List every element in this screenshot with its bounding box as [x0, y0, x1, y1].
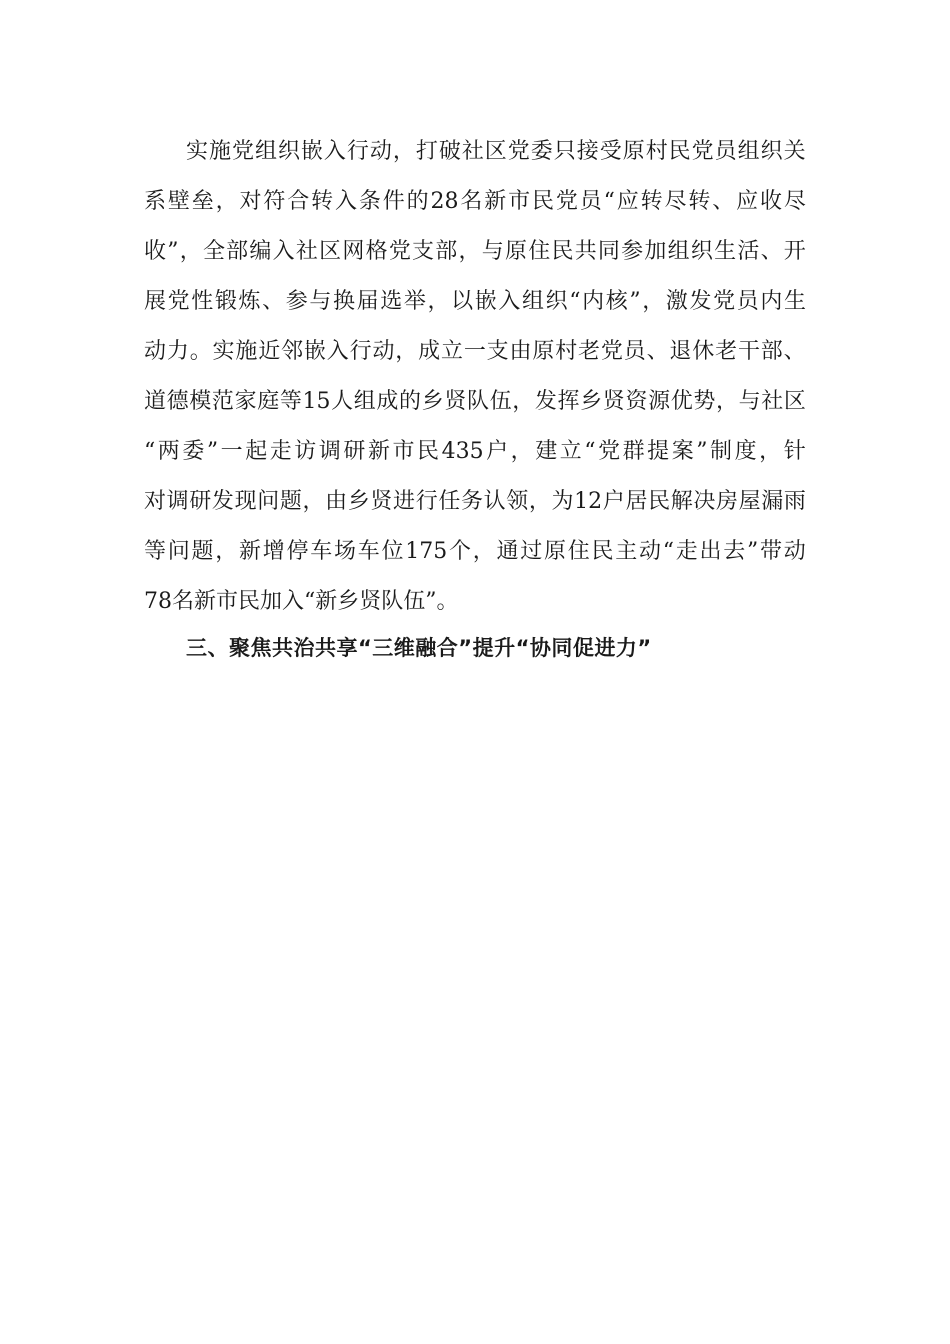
body-paragraph	[144, 127, 806, 627]
paragraph-line: 道 德 模 范 家 庭 等 15 人 组 成 的 乡 贤 队 伍 ， 发 挥 乡 贤 资 源 优 势 ， 与 社 区	[144, 389, 806, 414]
paragraph-line: 78名新市民加入“新乡贤队伍”。	[144, 589, 459, 614]
paragraph-line: 实 施 党 组 织 嵌 入 行 动 ， 打 破 社 区 党 委 只 接 受 原 村 民 党 员 组 织 关	[186, 139, 806, 164]
paragraph-line: 系 壁 垒 ， 对 符 合 转 入 条 件 的 28 名 新 市 民 党 员 “ 应 转 尽 转 、 应 收 尽	[144, 189, 806, 214]
section-heading: 三、聚焦共治共享“三维融合”提升“协同促进力”	[186, 636, 652, 660]
paragraph-line: 对 调 研 发 现 问 题 ， 由 乡 贤 进 行 任 务 认 领 ， 为 12 户 居 民 解 决 房 屋 漏 雨	[144, 489, 806, 514]
paragraph-line: “ 两 委 ” 一 起 走 访 调 研 新 市 民 435 户 ， 建 立 “ 党 群 提 案 ” 制 度 ， 针	[144, 439, 806, 464]
paragraph-line: 等 问 题 ， 新 增 停 车 场 车 位 175 个 ， 通 过 原 住 民 主 动 “ 走 出 去 ” 带 动	[144, 539, 806, 564]
paragraph-line: 动 力 。 实 施 近 邻 嵌 入 行 动 ， 成 立 一 支 由 原 村 老 党 员 、 退 休 老 干 部 、	[144, 339, 806, 364]
paragraph-line: 展 党 性 锻 炼 、 参 与 换 届 选 举 ， 以 嵌 入 组 织 “ 内 核 ” ， 激 发 党 员 内 生	[144, 289, 806, 314]
paragraph-line: 收 ” ， 全 部 编 入 社 区 网 格 党 支 部 ， 与 原 住 民 共 同 参 加 组 织 生 活 、 开	[144, 239, 806, 264]
